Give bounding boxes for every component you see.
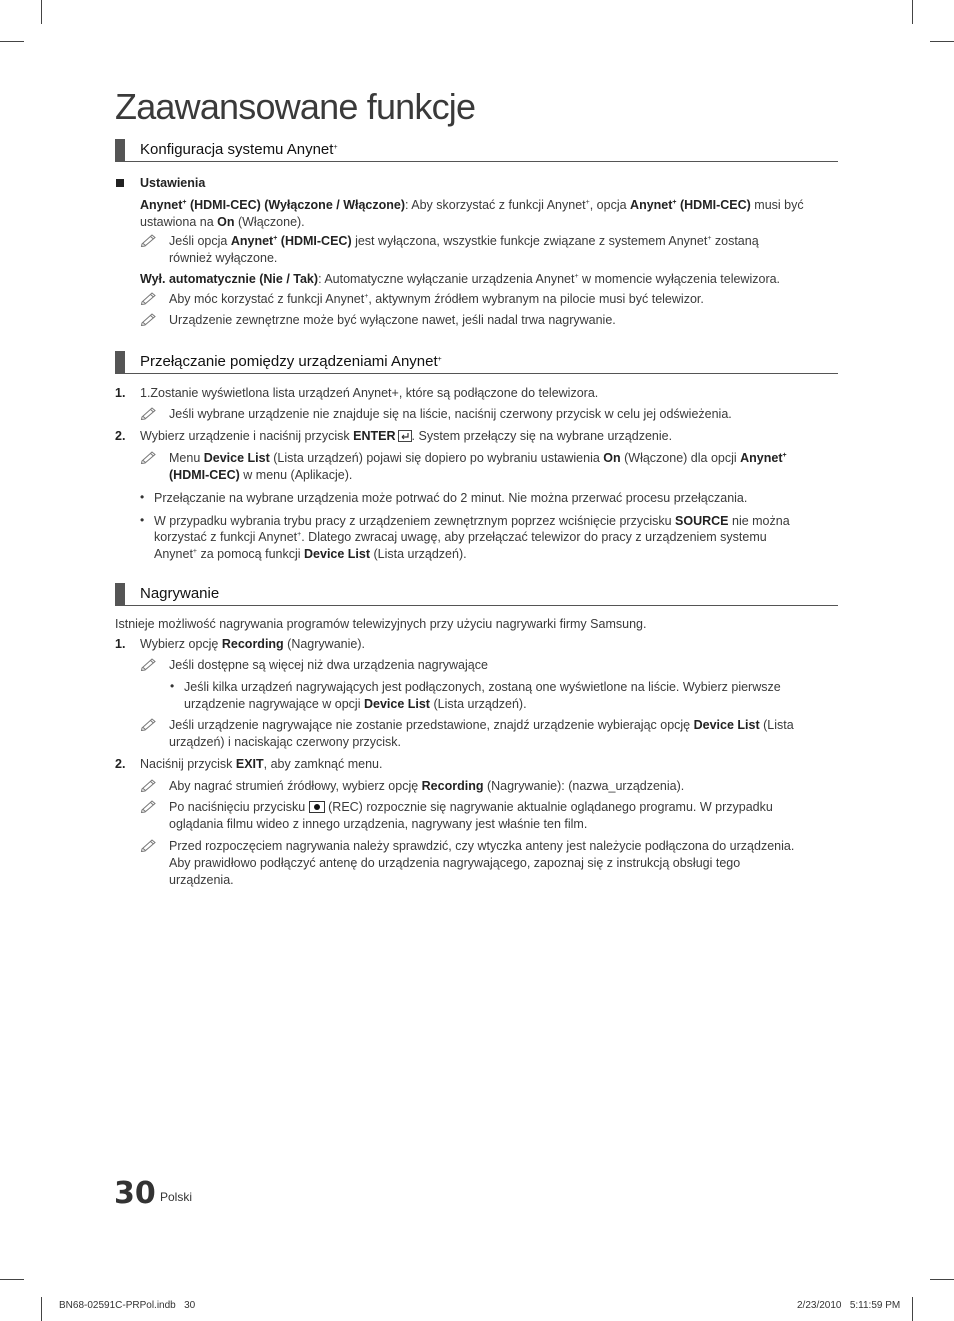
bullet-source-mode: W przypadku wybrania trybu pracy z urządzeniem zewnętrznym poprzez wciśnięcie przycisku SOURCE nie można	[154, 514, 790, 528]
step-number: 1.	[115, 386, 126, 400]
bullet-dot: •	[170, 679, 175, 693]
section-bar	[115, 351, 125, 373]
rec-button-icon	[309, 801, 325, 813]
section-bar	[115, 139, 125, 161]
note-anynet-disabled-line2: również wyłączone.	[169, 251, 278, 265]
square-bullet-icon	[116, 179, 124, 187]
crop-mark	[41, 1297, 42, 1321]
note-record-source-stream: Aby nagrać strumień źródłowy, wybierz opcję Recording (Nagrywanie): (nazwa_urządzenia).	[169, 779, 685, 793]
step-exit-menu: Naciśnij przycisk EXIT, aby zamknąć menu.	[140, 757, 383, 771]
note-pencil-icon	[140, 312, 158, 326]
step-number: 1.	[115, 637, 126, 651]
step-number: 2.	[115, 429, 126, 443]
crop-mark	[41, 0, 42, 24]
note-multiple-recorders: Jeśli dostępne są więcej niż dwa urządzenia nagrywające	[169, 658, 488, 672]
bullet-recorders-listed: Jeśli kilka urządzeń nagrywających jest podłączonych, zostaną one wyświetlone na liście. Wybierz pierwsze	[184, 680, 781, 694]
crop-mark	[912, 1297, 913, 1321]
section-header-anynet-switching	[115, 351, 838, 374]
enter-key-icon	[398, 430, 412, 442]
section-title: Konfiguracja systemu Anynet+	[140, 141, 338, 158]
note-pencil-icon	[140, 450, 158, 464]
note-pencil-icon	[140, 406, 158, 420]
paragraph-auto-off: Wył. automatycznie (Nie / Tak): Automatyczne wyłączanie urządzenia Anynet+ w momencie wyłączenia telewizora.	[140, 272, 781, 286]
note-anynet-disabled: Jeśli opcja Anynet+ (HDMI-CEC) jest wyłączona, wszystkie funkcje związane z systemem Anynet+ zostaną	[169, 234, 759, 248]
paragraph-anynet-hdmi-cec-line2: ustawiona na On (Włączone).	[140, 215, 305, 229]
note-rec-button: Po naciśnięciu przycisku (REC) rozpocznie się nagrywanie aktualnie oglądanego programu. W przypadku	[169, 800, 773, 814]
note-refresh-list: Jeśli wybrane urządzenie nie znajduje się na liście, naciśnij czerwony przycisk w celu jej odświeżenia.	[169, 407, 732, 421]
page-language: Polski	[160, 1190, 193, 1204]
page-title: Zaawansowane funkcje	[115, 86, 476, 127]
crop-mark	[930, 41, 954, 42]
note-rec-button-line2: oglądania filmu wideo z innego urządzenia, nagrywany jest właśnie ten film.	[169, 817, 588, 831]
note-recorder-not-shown-line2: urządzeń) i naciskając czerwony przycisk.	[169, 735, 402, 749]
note-antenna-check-line3: urządzenia.	[169, 873, 234, 887]
bullet-switch-time: Przełączanie na wybrane urządzenia może potrwać do 2 minut. Nie można przerwać procesu przełączania.	[154, 491, 748, 505]
note-pencil-icon	[140, 291, 158, 305]
note-pencil-icon	[140, 657, 158, 671]
note-pencil-icon	[140, 778, 158, 792]
note-device-list-menu-line2: (HDMI-CEC) w menu (Aplikacje).	[169, 468, 353, 482]
paragraph-anynet-hdmi-cec: Anynet+ (HDMI-CEC) (Wyłączone / Włączone): Aby skorzystać z funkcji Anynet+, opcja Anynet+ (HDMI-CEC) musi być	[140, 198, 804, 212]
note-external-device: Urządzenie zewnętrzne może być wyłączone nawet, jeśli nadal trwa nagrywanie.	[169, 313, 616, 327]
footer-date: 2/23/2010 5:11:59 PM	[797, 1300, 901, 1311]
bullet-dot: •	[140, 513, 145, 527]
note-antenna-check: Przed rozpoczęciem nagrywania należy sprawdzić, czy wtyczka anteny jest należycie podłączona do urządzenia.	[169, 839, 795, 853]
bullet-source-mode-line3: Anynet+ za pomocą funkcji Device List (Lista urządzeń).	[154, 547, 467, 561]
item-title-settings: Ustawienia	[140, 176, 206, 190]
crop-mark	[0, 1279, 24, 1280]
step-select-recording: Wybierz opcję Recording (Nagrywanie).	[140, 637, 365, 651]
recording-intro: Istnieje możliwość nagrywania programów telewizyjnych przy użyciu nagrywarki firmy Samsung.	[115, 617, 647, 631]
note-pencil-icon	[140, 717, 158, 731]
note-pencil-icon	[140, 233, 158, 247]
note-pencil-icon	[140, 838, 158, 852]
step-device-list-shown: 1.Zostanie wyświetlona lista urządzeń Anynet+, które są podłączone do telewizora.	[140, 386, 599, 400]
bullet-dot: •	[140, 490, 145, 504]
section-title: Nagrywanie	[140, 585, 220, 602]
crop-mark	[930, 1279, 954, 1280]
note-antenna-check-line2: Aby prawidłowo podłączyć antenę do urządzenia nagrywającego, zapoznaj się z instrukcją obsługi tego	[169, 856, 741, 870]
step-number: 2.	[115, 757, 126, 771]
section-bar	[115, 583, 125, 605]
page-number: 30	[114, 1176, 156, 1211]
bullet-recorders-listed-line2: urządzenie nagrywające w opcji Device List (Lista urządzeń).	[184, 697, 527, 711]
footer-file-info: BN68-02591C-PRPol.indb 30	[59, 1300, 196, 1311]
bullet-source-mode-line2: korzystać z funkcji Anynet+. Dlatego zwracaj uwagę, aby przełączać telewizor do pracy z urządzeniem systemu	[154, 530, 767, 544]
note-recorder-not-shown: Jeśli urządzenie nagrywające nie zostanie przedstawione, znajdź urządzenie wybierając opcję Device List (Lista	[169, 718, 794, 732]
note-pencil-icon	[140, 799, 158, 813]
crop-mark	[912, 0, 913, 24]
crop-mark	[0, 41, 24, 42]
note-device-list-menu: Menu Device List (Lista urządzeń) pojawi się dopiero po wybraniu ustawienia On (Włączone) dla opcji Anynet+	[169, 451, 787, 465]
note-active-source: Aby móc korzystać z funkcji Anynet+, aktywnym źródłem wybranym na pilocie musi być telewizor.	[169, 292, 704, 306]
section-title: Przełączanie pomiędzy urządzeniami Anynet+	[140, 353, 442, 370]
step-select-device: Wybierz urządzenie i naciśnij przycisk ENTER . System przełączy się na wybrane urządzenie.	[140, 429, 673, 443]
section-header-anynet-config	[115, 139, 838, 162]
section-header-recording	[115, 583, 838, 606]
